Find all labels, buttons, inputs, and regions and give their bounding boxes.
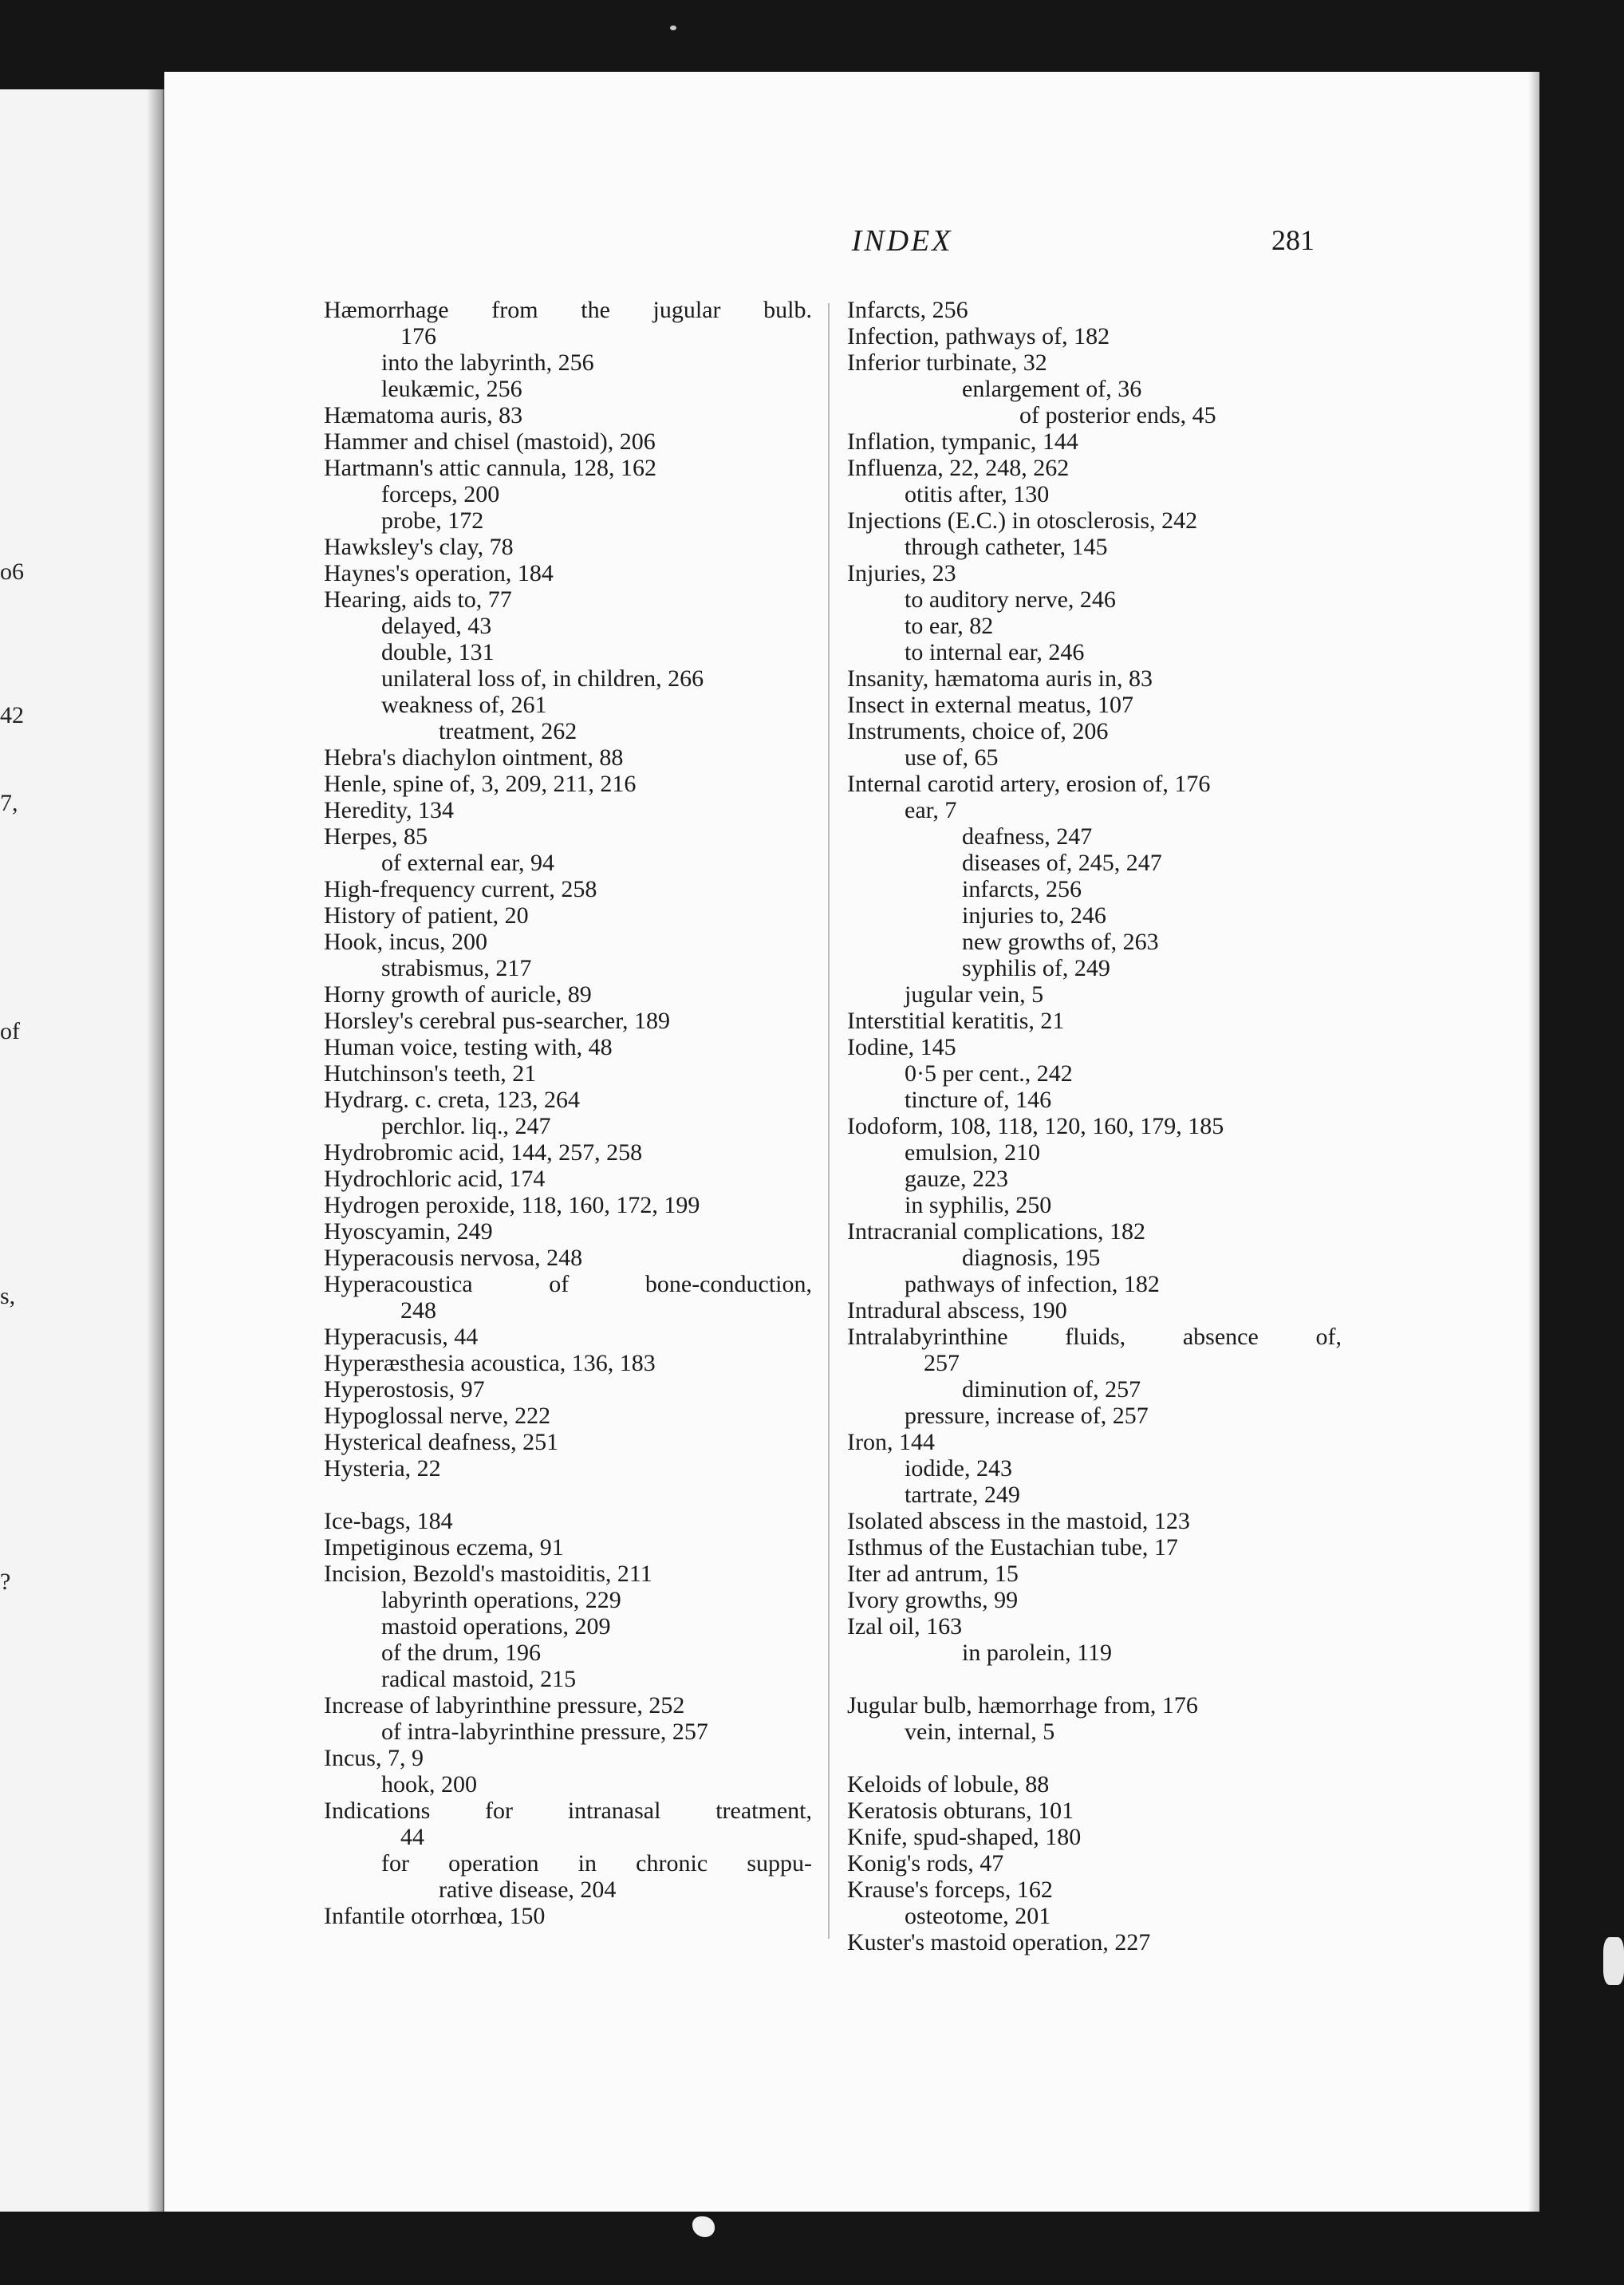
index-entry: Infection, pathways of, 182 (847, 323, 1110, 349)
index-entry: Kuster's mastoid operation, 227 (847, 1929, 1151, 1955)
index-entry: into the labyrinth, 256 (381, 349, 594, 376)
index-entry: Iron, 144 (847, 1429, 935, 1455)
index-entry: iodide, 243 (905, 1455, 1012, 1482)
index-entry: Konig's rods, 47 (847, 1850, 1004, 1877)
index-entry: leukæmic, 256 (381, 376, 522, 402)
facing-page-text-fragment: o6 (0, 558, 24, 585)
index-entry: Heredity, 134 (324, 797, 455, 823)
index-entry: strabismus, 217 (381, 955, 532, 981)
page-edge-shadow (1528, 72, 1539, 2212)
page-number: 281 (1271, 224, 1315, 256)
index-entry: labyrinth operations, 229 (381, 1587, 621, 1613)
index-entry: deafness, 247 (962, 823, 1093, 850)
index-entry: hook, 200 (381, 1771, 477, 1798)
index-entry: Hebra's diachylon ointment, 88 (324, 744, 624, 771)
index-entry: Hammer and chisel (mastoid), 206 (324, 428, 656, 455)
index-entry: Interstitial keratitis, 21 (847, 1008, 1065, 1034)
index-entry: to internal ear, 246 (905, 639, 1085, 665)
facing-page-text-fragment: of (0, 1018, 20, 1044)
index-column-left (324, 297, 812, 1929)
index-entry: Hæmorrhage from the jugular bulb. (324, 297, 812, 323)
index-entry: Isthmus of the Eustachian tube, 17 (847, 1534, 1178, 1561)
index-entry: Hæmatoma auris, 83 (324, 402, 523, 428)
index-entry: Human voice, testing with, 48 (324, 1034, 613, 1060)
index-entry: Haynes's operation, 184 (324, 560, 554, 586)
index-entry: ear, 7 (905, 797, 957, 823)
index-entry: infarcts, 256 (962, 876, 1082, 902)
index-entry: delayed, 43 (381, 613, 492, 639)
index-entry: Iodoform, 108, 118, 120, 160, 179, 185 (847, 1113, 1224, 1139)
index-entry: 176 (400, 323, 436, 349)
index-entry: Injuries, 23 (847, 560, 956, 586)
index-entry: Intradural abscess, 190 (847, 1297, 1067, 1324)
index-entry: Henle, spine of, 3, 209, 211, 216 (324, 771, 637, 797)
section-gap (847, 1745, 1342, 1771)
dust-speck (692, 2216, 715, 2237)
index-entry: High-frequency current, 258 (324, 876, 597, 902)
index-entry: new growths of, 263 (962, 929, 1159, 955)
index-entry: jugular vein, 5 (905, 981, 1044, 1008)
index-entry: Keloids of lobule, 88 (847, 1771, 1050, 1798)
section-gap (324, 1482, 812, 1508)
index-entry: Hyperacousis nervosa, 248 (324, 1245, 583, 1271)
index-entry: to auditory nerve, 246 (905, 586, 1116, 613)
index-entry: of posterior ends, 45 (1019, 402, 1216, 428)
index-entry: use of, 65 (905, 744, 999, 771)
index-entry: injuries to, 246 (962, 902, 1106, 929)
index-entry: Jugular bulb, hæmorrhage from, 176 (847, 1692, 1198, 1719)
index-entry: treatment, 262 (439, 718, 577, 744)
column-divider (828, 303, 830, 1939)
index-entry: syphilis of, 249 (962, 955, 1110, 981)
index-entry: through catheter, 145 (905, 534, 1108, 560)
index-entry: Intralabyrinthine fluids, absence of, (847, 1324, 1342, 1350)
index-entry: weakness of, 261 (381, 692, 547, 718)
index-entry: 248 (400, 1297, 436, 1324)
index-entry: radical mastoid, 215 (381, 1666, 577, 1692)
index-entry: Internal carotid artery, erosion of, 176 (847, 771, 1211, 797)
index-entry: 0·5 per cent., 242 (905, 1060, 1073, 1087)
index-entry: vein, internal, 5 (905, 1719, 1055, 1745)
index-entry: pressure, increase of, 257 (905, 1403, 1149, 1429)
index-entry: Hysterical deafness, 251 (324, 1429, 559, 1455)
index-entry: Hutchinson's teeth, 21 (324, 1060, 537, 1087)
index-entry: Hyoscyamin, 249 (324, 1218, 493, 1245)
index-entry: for operation in chronic suppu- (381, 1850, 812, 1877)
index-entry: Hydrogen peroxide, 118, 160, 172, 199 (324, 1192, 700, 1218)
index-entry: Ice-bags, 184 (324, 1508, 453, 1534)
index-entry: Hyperostosis, 97 (324, 1376, 485, 1403)
index-entry: of external ear, 94 (381, 850, 555, 876)
index-entry: probe, 172 (381, 507, 484, 534)
index-entry: History of patient, 20 (324, 902, 529, 929)
index-entry: gauze, 223 (905, 1166, 1008, 1192)
facing-page (0, 89, 164, 2212)
index-entry: Injections (E.C.) in otosclerosis, 242 (847, 507, 1198, 534)
index-entry: otitis after, 130 (905, 481, 1050, 507)
index-entry: Hydrarg. c. creta, 123, 264 (324, 1087, 581, 1113)
page-title: INDEX (851, 224, 953, 258)
index-entry: Infarcts, 256 (847, 297, 968, 323)
index-page (164, 72, 1539, 2212)
index-entry: Knife, spud-shaped, 180 (847, 1824, 1082, 1850)
index-entry: Hyperæsthesia acoustica, 136, 183 (324, 1350, 656, 1376)
index-entry: Iodine, 145 (847, 1034, 956, 1060)
index-entry: Horny growth of auricle, 89 (324, 981, 592, 1008)
index-entry: forceps, 200 (381, 481, 500, 507)
index-entry: Hysteria, 22 (324, 1455, 441, 1482)
gutter-shadow (147, 89, 163, 2212)
index-entry: tincture of, 146 (905, 1087, 1052, 1113)
facing-page-text-fragment: s, (0, 1283, 16, 1309)
index-entry: Influenza, 22, 248, 262 (847, 455, 1070, 481)
index-entry: Impetiginous eczema, 91 (324, 1534, 564, 1561)
section-gap (847, 1666, 1342, 1692)
index-entry: Ivory growths, 99 (847, 1587, 1019, 1613)
index-entry: Increase of labyrinthine pressure, 252 (324, 1692, 685, 1719)
index-entry: mastoid operations, 209 (381, 1613, 611, 1640)
index-entry: Instruments, choice of, 206 (847, 718, 1109, 744)
dust-speck (1603, 1937, 1624, 1985)
index-entry: Horsley's cerebral pus-searcher, 189 (324, 1008, 671, 1034)
index-entry: Incision, Bezold's mastoiditis, 211 (324, 1561, 652, 1587)
index-entry: Hawksley's clay, 78 (324, 534, 514, 560)
index-entry: Hyperacoustica of bone-conduction, (324, 1271, 812, 1297)
index-entry: of the drum, 196 (381, 1640, 541, 1666)
index-entry: double, 131 (381, 639, 495, 665)
index-entry: 44 (400, 1824, 424, 1850)
index-entry: enlargement of, 36 (962, 376, 1142, 402)
index-entry: Indications for intranasal treatment, (324, 1798, 812, 1824)
index-entry: Izal oil, 163 (847, 1613, 963, 1640)
index-entry: Inflation, tympanic, 144 (847, 428, 1078, 455)
index-entry: in syphilis, 250 (905, 1192, 1052, 1218)
index-entry: emulsion, 210 (905, 1139, 1040, 1166)
index-entry: Insanity, hæmatoma auris in, 83 (847, 665, 1153, 692)
index-entry: diseases of, 245, 247 (962, 850, 1162, 876)
index-entry: rative disease, 204 (439, 1877, 617, 1903)
index-entry: Hyperacusis, 44 (324, 1324, 479, 1350)
dust-speck (670, 26, 676, 30)
index-entry: in parolein, 119 (962, 1640, 1113, 1666)
index-entry: perchlor. liq., 247 (381, 1113, 551, 1139)
index-entry: of intra-labyrinthine pressure, 257 (381, 1719, 708, 1745)
facing-page-text-fragment: ? (0, 1569, 11, 1595)
index-column-right (847, 297, 1342, 1955)
index-entry: Hypoglossal nerve, 222 (324, 1403, 551, 1429)
index-entry: Hartmann's attic cannula, 128, 162 (324, 455, 656, 481)
index-entry: Hook, incus, 200 (324, 929, 487, 955)
index-entry: pathways of infection, 182 (905, 1271, 1160, 1297)
index-entry: 257 (924, 1350, 960, 1376)
facing-page-text-fragment: 42 (0, 702, 24, 728)
index-entry: diagnosis, 195 (962, 1245, 1101, 1271)
index-entry: Hydrobromic acid, 144, 257, 258 (324, 1139, 643, 1166)
index-entry: Intracranial complications, 182 (847, 1218, 1146, 1245)
index-entry: unilateral loss of, in children, 266 (381, 665, 704, 692)
index-entry: Inferior turbinate, 32 (847, 349, 1047, 376)
index-entry: Keratosis obturans, 101 (847, 1798, 1074, 1824)
index-entry: Krause's forceps, 162 (847, 1877, 1053, 1903)
index-entry: Infantile otorrhœa, 150 (324, 1903, 546, 1929)
index-entry: to ear, 82 (905, 613, 994, 639)
index-entry: Hydrochloric acid, 174 (324, 1166, 546, 1192)
index-entry: osteotome, 201 (905, 1903, 1051, 1929)
index-entry: Incus, 7, 9 (324, 1745, 424, 1771)
index-entry: tartrate, 249 (905, 1482, 1020, 1508)
index-entry: Insect in external meatus, 107 (847, 692, 1134, 718)
index-entry: Hearing, aids to, 77 (324, 586, 512, 613)
index-entry: Herpes, 85 (324, 823, 428, 850)
index-entry: Isolated abscess in the mastoid, 123 (847, 1508, 1190, 1534)
index-entry: Iter ad antrum, 15 (847, 1561, 1019, 1587)
facing-page-text-fragment: 7, (0, 790, 18, 816)
index-entry: diminution of, 257 (962, 1376, 1141, 1403)
